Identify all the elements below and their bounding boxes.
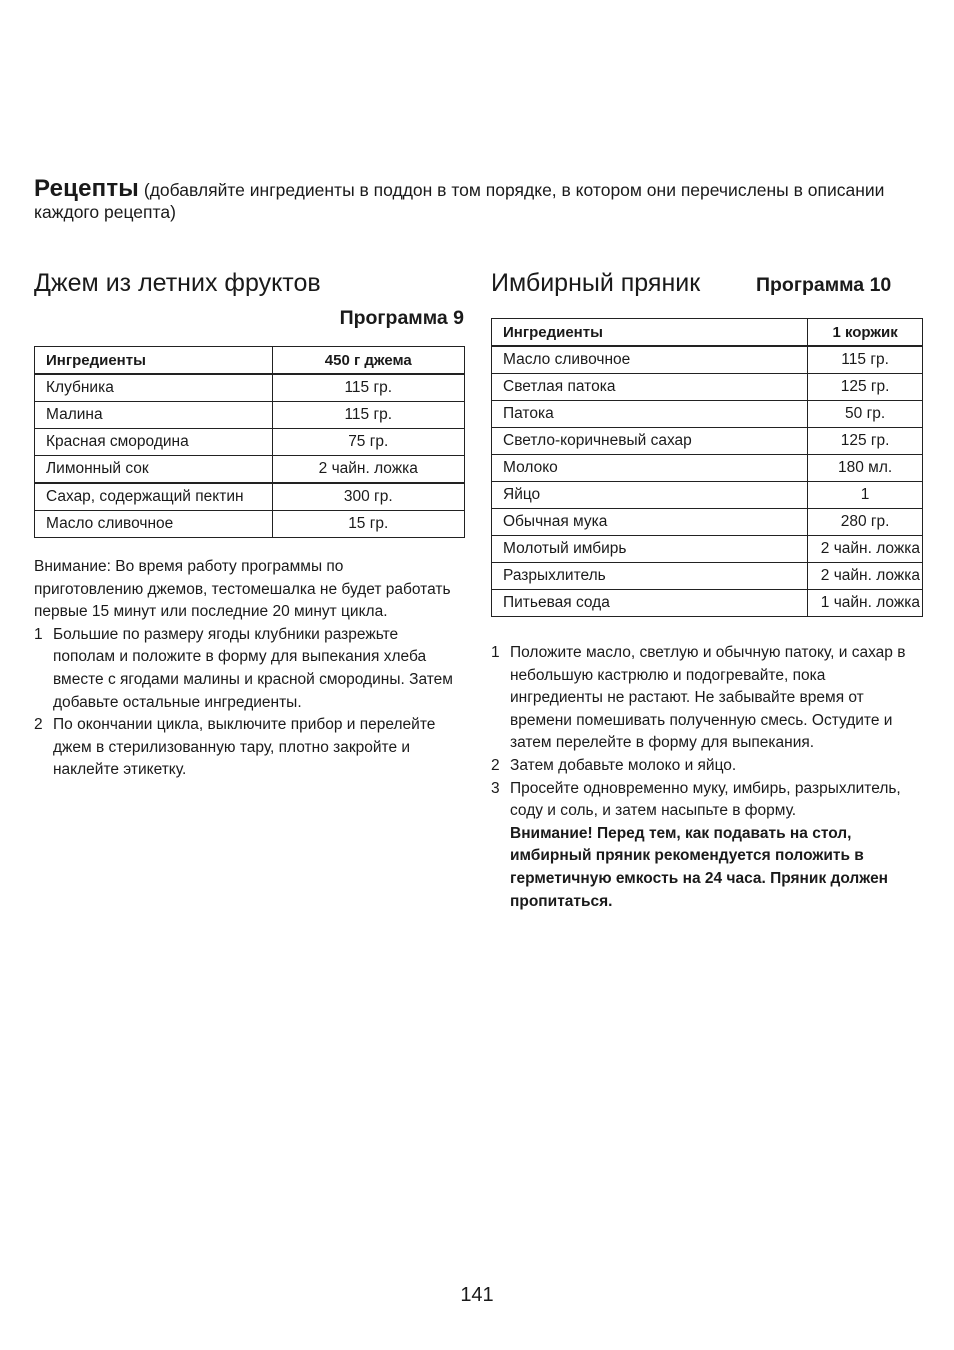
table-row (35, 511, 465, 538)
ingredient-name: Светлая патока (492, 374, 808, 401)
table-header-amount: 450 г джема (272, 347, 464, 375)
table-row (492, 374, 923, 401)
step-text: По окончании цикла, выключите прибор и перелейте джем в стерилизованную тару, плотно закройте и наклейте этикетку. (53, 716, 436, 779)
jam-steps-list (34, 624, 454, 782)
table-header-row (35, 347, 465, 375)
ingredient-name: Молотый имбирь (492, 536, 808, 563)
ingredient-name: Красная смородина (35, 429, 273, 456)
ingredient-name: Сахар, содержащий пектин (35, 483, 273, 511)
ingredient-name: Разрыхлитель (492, 563, 808, 590)
step-text: Большие по размеру ягоды клубники разрежьте пополам и положите в форму для выпекания хлеба вместе с ягодами малины и красной смородины. Затем добавьте остальные ингредиенты. (53, 625, 453, 711)
step-number: 2 (34, 716, 43, 734)
jam-note: Внимание: Во время работу программы по приготовлению джемов, тестомешалка не будет работать первые 15 минут или последние 20 минут цикла. (34, 558, 451, 621)
ingredient-name: Молоко (492, 455, 808, 482)
ingredient-amount: 1 чайн. ложка (808, 590, 923, 617)
gingerbread-recipe-title: Имбирный пряник (491, 269, 701, 297)
table-row (492, 509, 923, 536)
jam-recipe-title: Джем из летних фруктов (34, 269, 321, 297)
ingredient-amount: 115 гр. (272, 402, 464, 429)
ingredient-amount: 180 мл. (808, 455, 923, 482)
table-row (492, 455, 923, 482)
ingredient-amount: 2 чайн. ложка (272, 456, 464, 484)
jam-program-label: Программа 9 (339, 307, 464, 329)
page-subtitle: (добавляйте ингредиенты в поддон в том порядке, в котором они перечислены в описании каждого рецепта) (34, 180, 885, 222)
ingredient-amount: 50 гр. (808, 401, 923, 428)
ingredient-name: Лимонный сок (35, 456, 273, 484)
table-header-amount: 1 коржик (808, 319, 923, 347)
table-row (492, 428, 923, 455)
gingerbread-steps-list (491, 642, 919, 823)
ingredient-name: Масло сливочное (35, 511, 273, 538)
table-header-row (492, 319, 923, 347)
ingredient-amount: 115 гр. (808, 346, 923, 374)
table-row (492, 536, 923, 563)
table-row (35, 456, 465, 484)
ingredient-name: Яйцо (492, 482, 808, 509)
ingredient-amount: 125 гр. (808, 428, 923, 455)
page-number: 141 (460, 1284, 494, 1306)
ingredient-name: Светло-коричневый сахар (492, 428, 808, 455)
ingredient-amount: 2 чайн. ложка (808, 536, 923, 563)
ingredient-amount: 300 гр. (272, 483, 464, 511)
table-row (492, 590, 923, 617)
list-item (491, 642, 919, 755)
step-text: Положите масло, светлую и обычную патоку, и сахар в небольшую кастрюлю и подогревайте, пока ингредиенты не растают. Не забывайте время от времени помешивать полученную смесь. Остудите и затем перелейте в форму для выпекания. (510, 644, 906, 752)
ingredient-amount: 115 гр. (272, 374, 464, 402)
gingerbread-instructions (491, 642, 919, 913)
ingredient-amount: 75 гр. (272, 429, 464, 456)
table-row (35, 402, 465, 429)
table-row (492, 482, 923, 509)
step-text: Затем добавьте молоко и яйцо. (510, 756, 737, 774)
ingredient-name: Клубника (35, 374, 273, 402)
page-header (34, 175, 934, 223)
list-item (34, 624, 454, 714)
ingredient-name: Патока (492, 401, 808, 428)
list-item (34, 714, 454, 782)
step-number: 1 (491, 644, 500, 661)
jam-instructions (34, 556, 454, 782)
ingredient-amount: 2 чайн. ложка (808, 563, 923, 590)
gingerbread-warning: Внимание! Перед тем, как подавать на стол, имбирный пряник рекомендуется положить в герметичную емкость на 24 часа. Пряник должен пропитаться. (510, 824, 889, 910)
step-number: 2 (491, 756, 500, 774)
ingredient-amount: 280 гр. (808, 509, 923, 536)
table-row (35, 374, 465, 402)
table-row (35, 483, 465, 511)
table-header-ingredients: Ингредиенты (492, 319, 808, 347)
table-row (492, 563, 923, 590)
step-number: 3 (491, 779, 500, 797)
ingredient-name: Масло сливочное (492, 346, 808, 374)
table-row (492, 346, 923, 374)
ingredient-amount: 125 гр. (808, 374, 923, 401)
gingerbread-program-label: Программа 10 (756, 274, 892, 296)
ingredient-amount: 1 (808, 482, 923, 509)
gingerbread-ingredients-table (491, 318, 923, 617)
ingredient-amount: 15 гр. (272, 511, 464, 538)
jam-ingredients-table (34, 346, 465, 538)
table-row (35, 429, 465, 456)
step-number: 1 (34, 625, 43, 643)
table-header-ingredients: Ингредиенты (35, 347, 273, 375)
page-title: Рецепты (34, 175, 140, 202)
ingredient-name: Обычная мука (492, 509, 808, 536)
step-text: Просейте одновременно муку, имбирь, разрыхлитель, соду и соль, и затем насыпьте в форму. (510, 779, 901, 820)
ingredient-name: Питьевая сода (492, 590, 808, 617)
ingredient-name: Малина (35, 402, 273, 429)
list-item (491, 755, 919, 778)
table-row (492, 401, 923, 428)
list-item (491, 778, 919, 823)
